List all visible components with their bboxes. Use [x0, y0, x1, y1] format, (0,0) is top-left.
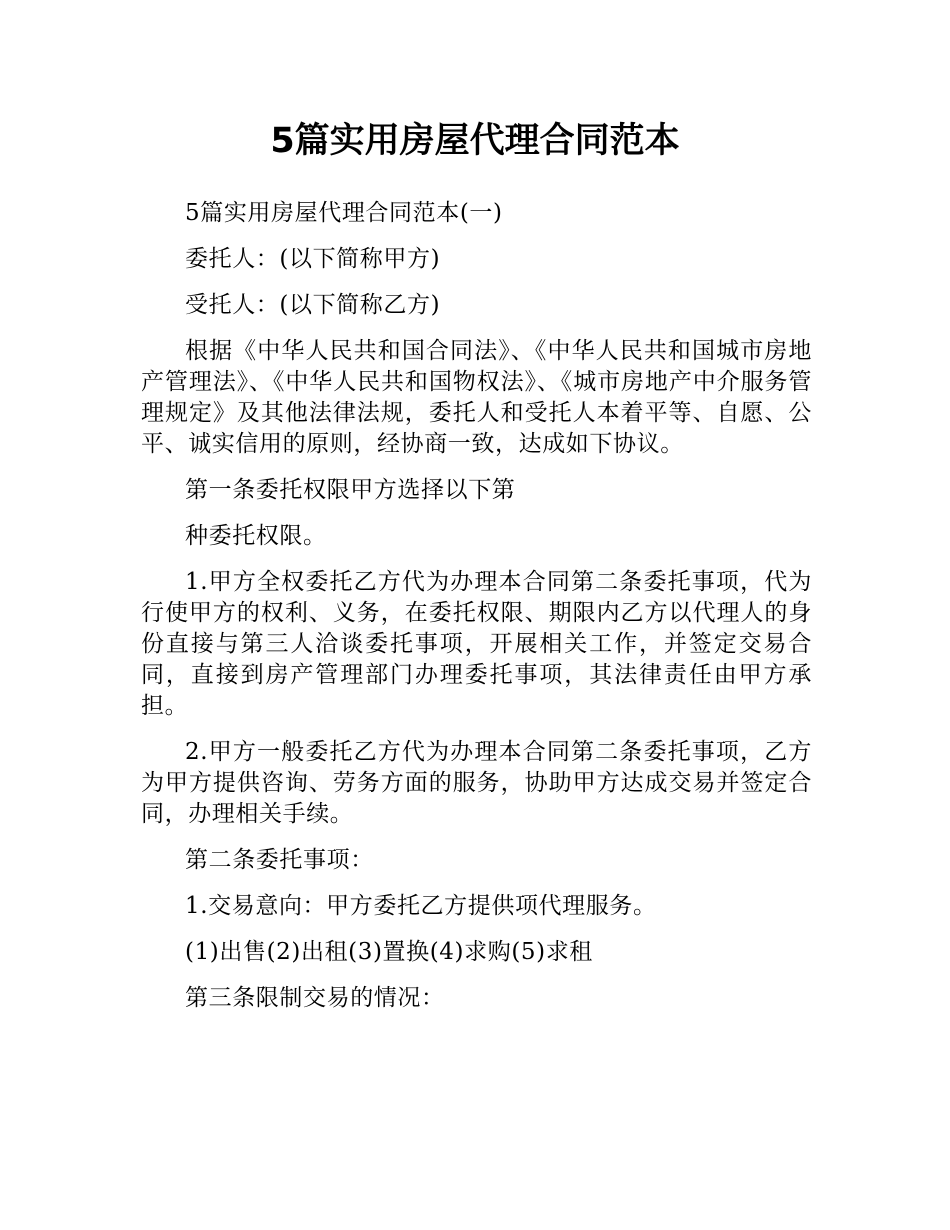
- document-title: 5篇实用房屋代理合同范本: [270, 121, 680, 161]
- paragraph-full-authority: 1.甲方全权委托乙方代为办理本合同第二条委托事项，代为行使甲方的权利、义务，在委托权限、期限内乙方以代理人的身份直接与第三人洽谈委托事项，开展相关工作，并签定交易合同，直接到房产管理部门办理委托事项，其法律责任由甲方承担。: [141, 569, 812, 719]
- paragraph-article-2: 第二条委托事项：: [185, 847, 374, 873]
- paragraph-transaction-intent: 1.交易意向：甲方委托乙方提供项代理服务。: [185, 893, 657, 919]
- paragraph-principal: 委托人：(以下简称甲方): [185, 246, 441, 272]
- paragraph-transaction-options: (1)出售(2)出租(3)置换(4)求购(5)求租: [185, 939, 593, 965]
- document-body: [141, 198, 812, 1029]
- paragraph-article-1: 第一条委托权限甲方选择以下第: [185, 477, 516, 503]
- paragraph-agent: 受托人：(以下简称乙方): [185, 292, 441, 318]
- paragraph-article-3: 第三条限制交易的情况：: [185, 985, 445, 1011]
- paragraph-contract-heading: 5篇实用房屋代理合同范本(一): [185, 200, 503, 226]
- paragraph-general-authority: 2.甲方一般委托乙方代为办理本合同第二条委托事项，乙方为甲方提供咨询、劳务方面的服务，协助甲方达成交易并签定合同，办理相关手续。: [141, 739, 812, 827]
- paragraph-legal-basis: 根据《中华人民共和国合同法》、《中华人民共和国城市房地产管理法》、《中华人民共和国物权法》、《城市房地产中介服务管理规定》及其他法律法规，委托人和受托人本着平等、自愿、公平、诚实信用的原则，经协商一致，达成如下协议。: [141, 338, 812, 457]
- paragraph-authority-type: 种委托权限。: [185, 523, 327, 549]
